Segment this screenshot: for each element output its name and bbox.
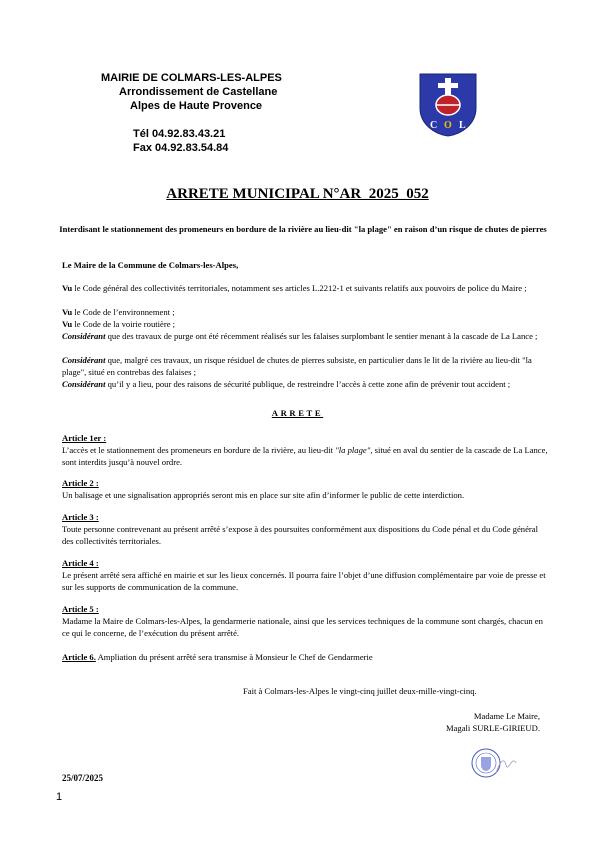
- article-6-heading: Article 6.: [62, 652, 96, 662]
- considerant-lead: Considérant: [62, 355, 106, 365]
- department: Alpes de Haute Provence: [130, 100, 263, 112]
- visa-text: le Code de la voirie routière ;: [72, 319, 176, 329]
- visa-lead: Vu: [62, 319, 73, 329]
- article-4-text: Le présent arrêté sera affiché en mairie et sur les lieux concernés. Il pourra faire l’objet d’une diffusion complémentaire par voie de presse et sur les supports de communication de la commune.: [62, 570, 546, 592]
- article-1-text: [62, 444, 548, 468]
- document-subtitle: Interdisant le stationnement des promeneurs en bordure de la rivière au lieu-dit "la plage" en raison d’un risque de chutes de pierres: [59, 224, 547, 234]
- considerant-text: que, malgré ces travaux, un risque résiduel de chutes de pierres subsiste, en particulier dans le lit de la rivière au lieu-dit "la plage", situé en contrebas des falaises ;: [62, 355, 532, 377]
- intro-line: Le Maire de la Commune de Colmars-les-Alpes,: [62, 260, 239, 270]
- arrondissement: Arrondissement de Castellane: [119, 86, 278, 98]
- considerant-text: qu’il y a lieu, pour des raisons de sécurité publique, de restreindre l’accès à cette zone afin de prévenir tout accident ;: [105, 379, 511, 389]
- page-number: 1: [56, 791, 63, 803]
- considerant-lead: Considérant: [62, 379, 106, 389]
- article-1-text-start: L’accès et le stationnement des promeneurs en bordure de la rivière, au lieu-dit: [62, 445, 336, 455]
- visa-text: le Code de l’environnement ;: [72, 307, 175, 317]
- signatory-name: Magali SURLE-GIRIEUD.: [445, 723, 540, 733]
- article-1-heading: Article 1er :: [62, 433, 107, 443]
- article-2-text: Un balisage et une signalisation appropriés seront mis en place sur site afin d’informer le public de cette interdiction.: [62, 490, 465, 500]
- article-4-heading: Article 4 :: [62, 558, 99, 568]
- article-6-text: Ampliation du présent arrêté sera transmise à Monsieur le Chef de Gendarmerie: [95, 652, 373, 662]
- telephone: Tél 04.92.83.43.21: [133, 128, 226, 140]
- article-5-text: Madame la Maire de Colmars-les-Alpes, la gendarmerie nationale, ainsi que les services techniques de la commune sont chargés, chacun en ce qui le concerne, de l’exécution du présent arrêté.: [62, 616, 543, 638]
- crest-letter-l: L: [459, 120, 466, 131]
- considerant-lead: Considérant: [62, 331, 106, 341]
- fax: Fax 04.92.83.54.84: [133, 142, 229, 154]
- considerant-3: [62, 378, 548, 390]
- fait-a-line: Fait à Colmars-les-Alpes le vingt-cinq juillet deux-mille-vingt-cinq.: [243, 686, 477, 696]
- article-2-heading: Article 2 :: [62, 478, 99, 488]
- article-3-heading: Article 3 :: [62, 512, 99, 522]
- visa-2: [62, 306, 548, 318]
- stamp-shield: [481, 757, 491, 771]
- crest-letter-o: O: [444, 120, 452, 131]
- mairie-name: MAIRIE DE COLMARS-LES-ALPES: [101, 72, 282, 84]
- article-5-heading: Article 5 :: [62, 604, 99, 614]
- considerant-2: [62, 354, 548, 378]
- signatory-role: Madame Le Maire,: [473, 711, 540, 721]
- document-title: ARRETE MUNICIPAL N°AR_2025_052: [166, 186, 429, 202]
- crest-letter-c: C: [430, 120, 438, 131]
- document-date: 25/07/2025: [62, 773, 104, 783]
- considerant-1: [62, 330, 548, 342]
- article-1-place-name: "la plage": [335, 445, 371, 455]
- visa-1: [62, 282, 548, 294]
- crest-icon: [416, 72, 480, 138]
- article-1-text-end: , situé en aval du sentier de la cascade de La Lance, sont interdits jusqu’à nouvel ordre.: [62, 445, 548, 467]
- visa-text: le Code général des collectivités territoriales, notamment ses articles L.2212-1 et suivants relatifs aux pouvoirs de police du Maire ;: [72, 283, 527, 293]
- visa-lead: Vu: [62, 283, 73, 293]
- arrete-heading: ARRETE: [271, 408, 324, 418]
- article-3-text: Toute personne contrevenant au présent arrêté s’expose à des poursuites conformément aux dispositions du Code pénal et du Code général des collectivités territoriales.: [62, 524, 538, 546]
- visa-3: [62, 318, 548, 330]
- seal-stamp-icon: [470, 743, 520, 783]
- crest-cross-horizontal: [438, 83, 458, 88]
- article-6: [62, 651, 548, 663]
- visa-lead: Vu: [62, 307, 73, 317]
- considerant-text: que des travaux de purge ont été récemment réalisés sur les falaises surplombant le sentier menant à la cascade de La Lance ;: [105, 331, 538, 341]
